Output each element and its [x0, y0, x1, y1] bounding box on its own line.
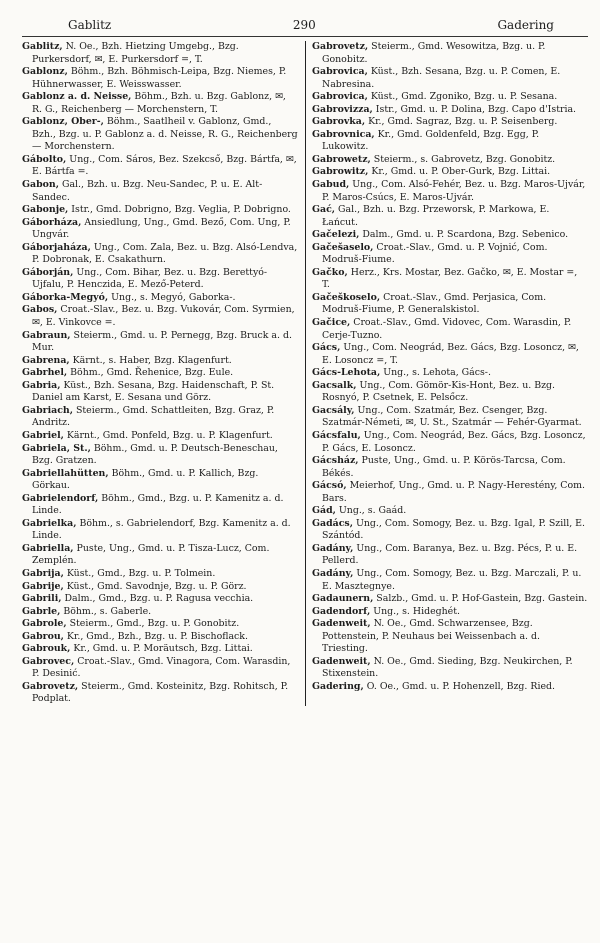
entry-headword: Gabriach,	[22, 404, 73, 416]
entry-headword: Gablonz,	[22, 66, 68, 78]
entry-headword: Gablitz,	[22, 41, 63, 52]
entry-headword: Gabrija,	[22, 567, 64, 579]
entry-text: Ung., s. Lehota, Gács-.	[380, 367, 491, 379]
entry-headword: Gačešaselo,	[312, 241, 374, 253]
entry-headword: Gadering,	[312, 680, 364, 692]
entry-headword: Gabrovica,	[312, 91, 368, 103]
gazetteer-entry	[22, 91, 298, 116]
gazetteer-entry	[312, 292, 588, 317]
entry-text: Kr., Gmd. Sagraz, Bzg. u. P. Seisenberg.	[365, 116, 558, 128]
gazetteer-entry	[312, 543, 588, 568]
entry-text: Ung., Com. Somogy, Bez. u. Bzg. Marczali, P. u. E. Masztegnye.	[322, 567, 582, 592]
entry-headword: Gabonje,	[22, 204, 69, 216]
entry-text: Ung., s. Megyó, Gaborka-.	[108, 291, 236, 303]
entry-text: Istr., Gmd. Dobrigno, Bzg. Veglia, P. Dobrigno.	[68, 204, 291, 216]
entry-text: Böhm., Bzh. u. Bzg. Gablonz, ✉, R. G., Reichenberg — Morchenstern, T.	[32, 91, 286, 115]
entry-text: Croat.-Slav., Gmd. Perjasica, Com. Modruš-Fiume, P. Generalskistol.	[322, 291, 547, 316]
entry-text: Ung., Com. Neográd, Bez. Gács, Bzg. Losoncz, P. Gács, E. Losoncz.	[322, 429, 586, 454]
entry-headword: Gadány,	[312, 542, 354, 554]
entry-headword: Gabrovka,	[312, 116, 366, 128]
gazetteer-entry	[312, 681, 588, 694]
gazetteer-entry	[22, 304, 298, 329]
entry-text: Gal., Bzh. u. Bzg. Neu-Sandec, P. u. E. Alt-Sandec.	[32, 179, 263, 203]
entry-text: N. Oe., Gmd. Schwarzensee, Bzg. Pottenstein, P. Neuhaus bei Weissenbach a. d. Triesting.	[322, 618, 540, 655]
entry-text: Croat.-Slav., Bez. u. Bzg. Vukovár, Com. Syrmien, ✉, E. Vinkovce =.	[32, 304, 295, 329]
entry-text: Istr., Gmd. u. P. Dolina, Bzg. Capo d'Istria.	[372, 103, 577, 115]
entry-text: Ung., Com. Baranya, Bez. u. Bzg. Pécs, P. u. E. Pellerd.	[322, 542, 578, 567]
entry-headword: Gačelezi,	[312, 229, 360, 241]
entry-headword: Gáborka-Megyó,	[22, 291, 109, 303]
entry-headword: Gabriellahütten,	[22, 467, 109, 479]
gazetteer-entry	[22, 66, 298, 91]
entry-text: Croat.-Slav., Gmd. Vidovec, Com. Warasdin, P. Cerje-Tuzno.	[322, 317, 572, 341]
gazetteer-entry	[312, 505, 588, 518]
gazetteer-entry	[22, 116, 298, 154]
gazetteer-entry	[22, 292, 298, 305]
entry-text: Steierm., Gmd. Wesowitza, Bzg. u. P. Gonobitz.	[322, 41, 546, 65]
columns	[22, 41, 588, 706]
entry-text: Steierm., Gmd., Bzg. u. P. Gonobitz.	[66, 618, 240, 630]
entry-text: Puste, Ung., Gmd. u. P. Körös-Tarcsa, Com. Békés.	[322, 455, 566, 479]
entry-text: Küst., Gmd., Bzg. u. P. Tolmein.	[63, 567, 216, 579]
entry-text: Croat.-Slav., Gmd. u. P. Vojnić, Com. Modruš-Fiume.	[322, 241, 548, 266]
gazetteer-entry	[312, 518, 588, 543]
gazetteer-entry	[312, 229, 588, 242]
gazetteer-entry	[22, 543, 298, 568]
page-number: 290	[292, 18, 316, 32]
entry-text: Kärnt., Gmd. Ponfeld, Bzg. u. P. Klagenfurt.	[63, 429, 273, 441]
entry-headword: Gabud,	[312, 179, 350, 191]
entry-text: Ung., Com. Sáros, Bez. Szekcső, Bzg. Bártfa, ✉, E. Bártfa =.	[32, 153, 297, 178]
entry-text: Dalm., Gmd., Bzg. u. P. Ragusa vecchia.	[61, 593, 254, 605]
gazetteer-entry	[22, 405, 298, 430]
entry-headword: Gabrovizza,	[312, 103, 373, 115]
gazetteer-entry	[312, 104, 588, 117]
entry-text: Küst., Gmd. Zgoniko, Bzg. u. P. Sesana.	[367, 91, 558, 103]
entry-text: Salzb., Gmd. u. P. Hof-Gastein, Bzg. Gastein.	[373, 593, 588, 605]
entry-headword: Gabrowetz,	[312, 153, 371, 165]
gazetteer-entry	[312, 267, 588, 292]
gazetteer-entry	[312, 430, 588, 455]
gazetteer-entry	[22, 154, 298, 179]
entry-headword: Gabrouk,	[22, 643, 71, 655]
entry-headword: Gablonz a. d. Neisse,	[22, 91, 132, 103]
entry-headword: Gácsfalu,	[312, 429, 361, 441]
entry-headword: Gabrovica,	[312, 66, 368, 78]
header-left-keyword: Gablitz	[68, 18, 112, 32]
entry-headword: Gabrle,	[22, 605, 61, 617]
gazetteer-entry	[312, 317, 588, 342]
entry-headword: Gabrielendorf,	[22, 492, 99, 504]
entry-headword: Gabos,	[22, 304, 58, 316]
entry-headword: Gabrili,	[22, 593, 62, 605]
gazetteer-entry	[312, 41, 588, 66]
entry-headword: Gačko,	[312, 266, 348, 278]
entry-text: Steierm., s. Gabrovetz, Bzg. Gonobitz.	[370, 153, 556, 165]
gazetteer-entry	[22, 606, 298, 619]
entry-text: Ung., s. Hideghét.	[370, 605, 460, 617]
entry-text: Kärnt., s. Haber, Bzg. Klagenfurt.	[69, 354, 232, 366]
entry-text: Steierm., Gmd. Kosteinitz, Bzg. Rohitsch, P. Podplat.	[32, 680, 289, 705]
entry-text: Böhm., s. Gabrielendorf, Bzg. Kamenitz a. d. Linde.	[32, 517, 291, 542]
gazetteer-entry	[22, 593, 298, 606]
gazetteer-entry	[22, 217, 298, 242]
entry-headword: Gadány,	[312, 567, 354, 579]
entry-text: Ansiedlung, Ung., Gmd. Bező, Com. Ung, P. Ungvár.	[32, 216, 291, 241]
gazetteer-entry	[22, 380, 298, 405]
gazetteer-entry	[22, 41, 298, 66]
gazetteer-entry	[22, 468, 298, 493]
entry-headword: Gabrije,	[22, 580, 64, 592]
gazetteer-entry	[312, 656, 588, 681]
gazetteer-entry	[22, 242, 298, 267]
entry-headword: Gabrovetz,	[22, 680, 79, 692]
gazetteer-entry	[312, 568, 588, 593]
entry-headword: Gadaunern,	[312, 593, 374, 605]
entry-headword: Gabriel,	[22, 429, 64, 441]
entry-headword: Gabrou,	[22, 630, 64, 642]
entry-headword: Gabrhel,	[22, 367, 68, 379]
gazetteer-entry	[312, 166, 588, 179]
entry-text: Kr., Gmd. u. P. Moräutsch, Bzg. Littai.	[70, 643, 253, 655]
entry-headword: Gáborjaháza,	[22, 241, 91, 253]
entry-headword: Gád,	[312, 505, 336, 517]
entry-text: Kr., Gmd., Bzh., Bzg. u. P. Bischoflack.	[63, 630, 248, 642]
entry-headword: Gadenweit,	[312, 655, 371, 667]
entry-headword: Gablonz, Ober-,	[22, 116, 104, 128]
gazetteer-entry	[312, 66, 588, 91]
entry-headword: Gadendorf,	[312, 605, 371, 617]
entry-headword: Gáborháza,	[22, 216, 82, 228]
gazetteer-entry	[22, 631, 298, 644]
gazetteer-entry	[22, 656, 298, 681]
entry-text: Böhm., s. Gaberle.	[60, 605, 152, 617]
entry-headword: Gabraun,	[22, 329, 71, 341]
gazetteer-entry	[312, 455, 588, 480]
entry-headword: Gács-Lehota,	[312, 367, 381, 379]
gazetteer-entry	[22, 179, 298, 204]
gazetteer-entry	[22, 430, 298, 443]
entry-headword: Gać,	[312, 204, 336, 216]
entry-headword: Gabrowitz,	[312, 166, 369, 178]
gazetteer-entry	[22, 367, 298, 380]
entry-text: Dalm., Gmd. u. P. Scardona, Bzg. Sebenico.	[359, 229, 569, 241]
gazetteer-entry	[312, 480, 588, 505]
gazetteer-entry	[22, 681, 298, 706]
entry-text: Ung., s. Gaád.	[335, 505, 407, 517]
column-divider	[305, 41, 306, 706]
entry-headword: Gabrovnica,	[312, 128, 375, 140]
entry-text: Steierm., Gmd. u. P. Pernegg, Bzg. Bruck a. d. Mur.	[32, 329, 292, 354]
gazetteer-entry	[22, 330, 298, 355]
entry-text: Küst., Gmd. Savodnje, Bzg. u. P. Görz.	[63, 580, 247, 592]
gazetteer-entry	[312, 179, 588, 204]
entry-text: Ung., Com. Zala, Bez. u. Bzg. Alsó-Lendva, P. Dobronak, E. Csakathurn.	[32, 241, 298, 266]
entry-headword: Gabriella,	[22, 542, 74, 554]
entry-text: Ung., Com. Gömör-Kis-Hont, Bez. u. Bzg. Rosnyó, P. Csetnek, E. Pelsőcz.	[322, 379, 556, 404]
gazetteer-entry	[312, 606, 588, 619]
gazetteer-entry	[22, 618, 298, 631]
gazetteer-entry	[22, 267, 298, 292]
gazetteer-entry	[22, 204, 298, 217]
entry-text: N. Oe., Bzh. Hietzing Umgebg., Bzg. Purkersdorf, ✉, E. Purkersdorf =, T.	[32, 41, 239, 65]
entry-text: Böhm., Bzh. Böhmisch-Leipa, Bzg. Niemes, P. Hühnerwasser, E. Weisswasser.	[32, 66, 287, 90]
entry-text: Puste, Ung., Gmd. u. P. Tisza-Lucz, Com. Zemplén.	[32, 542, 270, 567]
entry-headword: Gabriela, St.,	[22, 442, 91, 454]
gazetteer-entry	[312, 154, 588, 167]
entry-headword: Gabrena,	[22, 354, 70, 366]
gazetteer-entry	[312, 618, 588, 656]
entry-headword: Gačeškoselo,	[312, 291, 381, 303]
gazetteer-entry	[312, 91, 588, 104]
gazetteer-entry	[312, 593, 588, 606]
gazetteer-entry	[312, 116, 588, 129]
gazetteer-entry	[312, 405, 588, 430]
entry-text: Böhm., Gmd. u. P. Deutsch-Beneschau, Bzg. Gratzen.	[32, 442, 278, 467]
gazetteer-entry	[312, 129, 588, 154]
entry-text: Kr., Gmd. Goldenfeld, Bzg. Egg, P. Lukowitz.	[322, 128, 540, 153]
entry-headword: Gabria,	[22, 379, 61, 391]
entry-headword: Gadenweit,	[312, 618, 371, 630]
entry-text: Küst., Bzh. Sesana, Bzg. Haidenschaft, P. St. Daniel am Karst, E. Sesana und Görz.	[32, 379, 275, 404]
header-right-keyword: Gadering	[497, 18, 554, 32]
entry-text: Steierm., Gmd. Schattleiten, Bzg. Graz, P. Andritz.	[32, 404, 275, 429]
entry-text: Ung., Com. Neográd, Bez. Gács, Bzg. Losoncz, ✉, E. Losoncz =, T.	[322, 342, 579, 366]
running-header	[22, 18, 588, 37]
entry-text: Böhm., Gmd. u. P. Kallich, Bzg. Görkau.	[32, 467, 259, 492]
gazetteer-entry	[22, 355, 298, 368]
entry-text: Küst., Bzh. Sesana, Bzg. u. P. Comen, E. Nabresina.	[322, 66, 561, 90]
entry-text: Böhm., Gmd., Bzg. u. P. Kamenitz a. d. Linde.	[32, 492, 284, 517]
gazetteer-entry	[312, 380, 588, 405]
entry-text: N. Oe., Gmd. Sieding, Bzg. Neukirchen, P. Stixenstein.	[322, 655, 573, 680]
entry-headword: Gács,	[312, 342, 341, 354]
entry-text: O. Oe., Gmd. u. P. Hohenzell, Bzg. Ried.	[363, 680, 555, 692]
gazetteer-entry	[312, 242, 588, 267]
gazetteer-entry	[22, 493, 298, 518]
gazetteer-entry	[22, 443, 298, 468]
entry-text: Ung., Com. Somogy, Bez. u. Bzg. Igal, P. Szill, E. Szántód.	[322, 517, 585, 542]
entry-headword: Gacsály,	[312, 404, 355, 416]
entry-text: Meierhof, Ung., Gmd. u. P. Nagy-Herestény, Com. Bars.	[322, 480, 585, 504]
entry-text: Kr., Gmd. u. P. Ober-Gurk, Bzg. Littai.	[368, 166, 551, 178]
entry-headword: Gabrovetz,	[312, 41, 369, 52]
entry-headword: Gáborján,	[22, 266, 74, 278]
entry-text: Böhm., Gmd. Řehenice, Bzg. Eule.	[67, 367, 234, 379]
entry-text: Herz., Krs. Mostar, Bez. Gačko, ✉, E. Mostar =, T.	[322, 266, 578, 291]
entry-text: Ung., Com. Alsó-Fehér, Bez. u. Bzg. Maros-Ujvár, P. Maros-Csúcs, E. Maros-Ujvár.	[322, 179, 586, 203]
entry-headword: Gácsó,	[312, 480, 347, 492]
entry-headword: Gadács,	[312, 517, 353, 529]
gazetteer-entry	[22, 581, 298, 594]
gazetteer-page	[22, 18, 588, 706]
entry-text: Böhm., Saatlheil v. Gablonz, Gmd., Bzh., Bzg. u. P. Gablonz a. d. Neisse, R. G., Reichenberg — Morchenstern.	[32, 116, 298, 153]
entry-headword: Gacsalk,	[312, 379, 357, 391]
gazetteer-entry	[22, 568, 298, 581]
gazetteer-entry	[22, 518, 298, 543]
gazetteer-entry	[22, 643, 298, 656]
entry-headword: Gabon,	[22, 179, 59, 191]
entry-headword: Gácsház,	[312, 455, 359, 467]
entry-text: Ung., Com. Bihar, Bez. u. Bzg. Berettyó-Ujfalu, P. Henczida, E. Mező-Peterd.	[32, 266, 268, 291]
right-column	[312, 41, 588, 706]
gazetteer-entry	[312, 204, 588, 229]
entry-headword: Gabrovec,	[22, 655, 75, 667]
entry-text: Gal., Bzh. u. Bzg. Przeworsk, P. Markowa, E. Łańcut.	[322, 204, 550, 228]
entry-headword: Gabrole,	[22, 618, 67, 630]
entry-headword: Gačice,	[312, 317, 351, 329]
entry-headword: Gábolto,	[22, 153, 67, 165]
entry-text: Croat.-Slav., Gmd. Vinagora, Com. Warasdin, P. Desinić.	[32, 655, 291, 680]
entry-text: Ung., Com. Szatmár, Bez. Csenger, Bzg. Szatmár-Németi, ✉, U. St., Szatmár — Fehér-Gyarmat.	[322, 404, 582, 429]
entry-headword: Gabrielka,	[22, 517, 77, 529]
gazetteer-entry	[312, 367, 588, 380]
gazetteer-entry	[312, 342, 588, 367]
left-column	[22, 41, 298, 706]
